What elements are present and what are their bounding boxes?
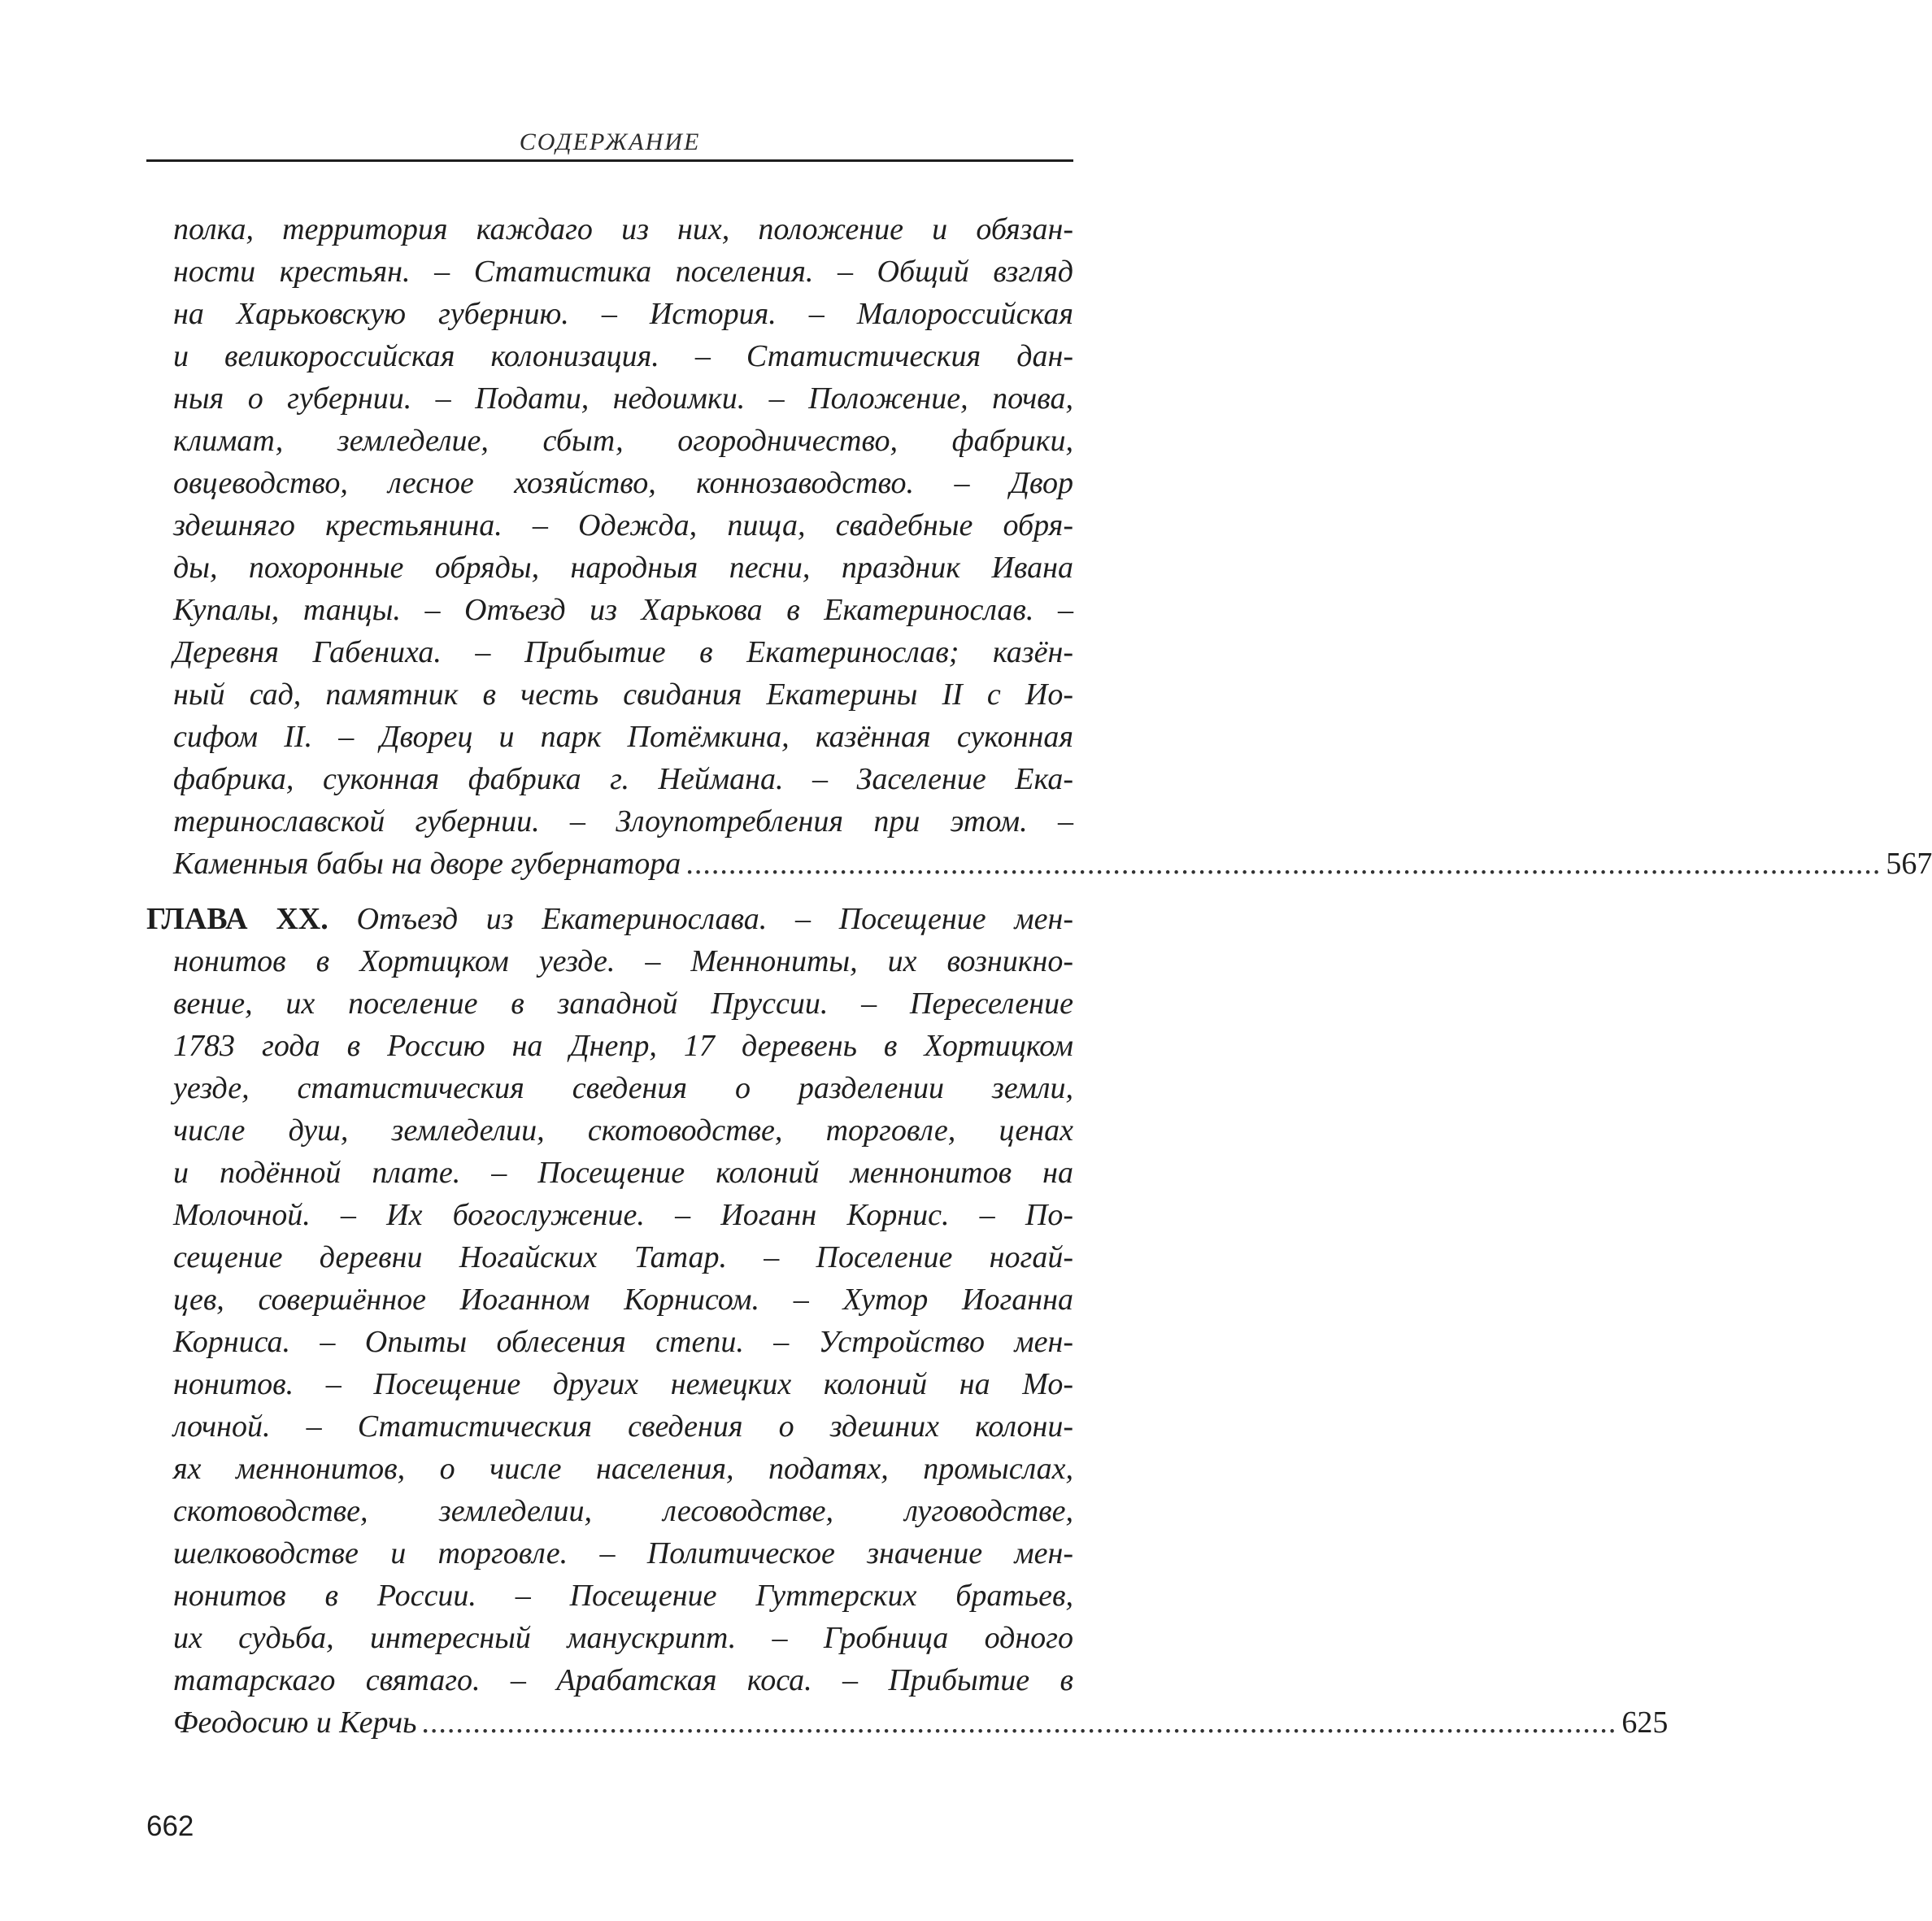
- toc-line: сифом II. – Дворец и парк Потёмкина, казённая суконная: [173, 720, 1073, 754]
- toc-line: здешняго крестьянина. – Одежда, пища, свадебные обря-: [173, 508, 1073, 542]
- toc-line: Корниса. – Опыты облесения степи. – Устройство мен-: [173, 1325, 1073, 1359]
- chapter-summary-start: Отъезд из Екатеринослава. – Посещение мен-: [356, 902, 1074, 936]
- page-folio: 662: [146, 1810, 194, 1842]
- dot-leader: ............................................................................................................................................: [421, 1705, 1617, 1740]
- toc-entry-continued: [146, 208, 1932, 885]
- toc-line-chapter-heading: [146, 898, 1073, 940]
- toc-line: нонитов. – Посещение других немецких колоний на Мо-: [173, 1367, 1073, 1401]
- toc-line: и великороссийская колонизация. – Статистическия дан-: [173, 339, 1073, 373]
- toc-line: полка, территория каждаго из них, положение и обязан-: [173, 212, 1073, 246]
- toc-line: ды, похоронные обряды, народныя песни, праздник Ивана: [173, 551, 1073, 585]
- running-head: СОДЕРЖАНИЕ: [519, 129, 701, 155]
- toc-line: числе душ, земледелии, скотоводстве, торговле, ценах: [173, 1113, 1073, 1148]
- toc-line: и подённой плате. – Посещение колоний меннонитов на: [173, 1156, 1073, 1190]
- toc-line: сещение деревни Ногайских Татар. – Поселение ногай-: [173, 1240, 1073, 1274]
- dot-leader: ............................................................................................................................................: [685, 847, 1882, 881]
- toc-line: Деревня Габениха. – Прибытие в Екатеринослав; казён-: [173, 635, 1073, 669]
- toc-line: теринославской губернии. – Злоупотребления при этом. –: [173, 804, 1073, 839]
- toc-line: цев, совершённое Иоганном Корнисом. – Хутор Иоганна: [173, 1283, 1073, 1317]
- toc-line: Молочной. – Их богослужение. – Иоганн Корнис. – По-: [173, 1198, 1073, 1232]
- toc-line: 1783 года в Россию на Днепр, 17 деревень в Хортицком: [173, 1029, 1073, 1063]
- toc-line: их судьба, интересный манускрипт. – Гробница одного: [173, 1621, 1073, 1655]
- toc-line: овцеводство, лесное хозяйство, коннозаводство. – Двор: [173, 466, 1073, 500]
- toc-line: Купалы, танцы. – Отъезд из Харькова в Екатеринослав. –: [173, 593, 1073, 627]
- toc-entry-chapter-xx: [146, 898, 1669, 1744]
- toc-line: уезде, статистическия сведения о разделении земли,: [173, 1071, 1073, 1105]
- toc-last-line: Феодосию и Керчь: [173, 1705, 417, 1740]
- page-number[interactable]: 625: [1621, 1705, 1669, 1740]
- header-rule: [146, 159, 1073, 162]
- chapter-label[interactable]: ГЛАВА XX.: [146, 902, 329, 936]
- toc-line: на Харьковскую губернию. – История. – Малороссийская: [173, 297, 1073, 331]
- page-number[interactable]: 567: [1886, 847, 1932, 881]
- toc-line: ности крестьян. – Статистика поселения. – Общий взгляд: [173, 255, 1073, 289]
- toc-line: вение, их поселение в западной Пруссии. – Переселение: [173, 987, 1073, 1021]
- toc-line: ныя о губернии. – Подати, недоимки. – Положение, почва,: [173, 381, 1073, 416]
- toc-line-with-page: [146, 1701, 1669, 1744]
- toc-line-with-page: [146, 843, 1932, 885]
- toc-line: лочной. – Статистическия сведения о здешних колони-: [173, 1409, 1073, 1444]
- toc-line: ях меннонитов, о числе населения, податях, промыслах,: [173, 1452, 1073, 1486]
- toc-line: шелководстве и торговле. – Политическое значение мен-: [173, 1536, 1073, 1570]
- toc-line: татарскаго святаго. – Арабатская коса. – Прибытие в: [173, 1663, 1073, 1697]
- toc-line: нонитов в России. – Посещение Гуттерских братьев,: [173, 1579, 1073, 1613]
- toc-line: климат, земледелие, сбыт, огородничество, фабрики,: [173, 424, 1073, 458]
- toc-line: ный сад, памятник в честь свидания Екатерины II с Ио-: [173, 677, 1073, 712]
- toc-line: фабрика, суконная фабрика г. Неймана. – Заселение Ека-: [173, 762, 1073, 796]
- toc-line: нонитов в Хортицком уезде. – Меннониты, их возникно-: [173, 944, 1073, 978]
- toc-line: скотоводстве, земледелии, лесоводстве, луговодстве,: [173, 1494, 1073, 1528]
- toc-last-line: Каменныя бабы на дворе губернатора: [173, 847, 681, 881]
